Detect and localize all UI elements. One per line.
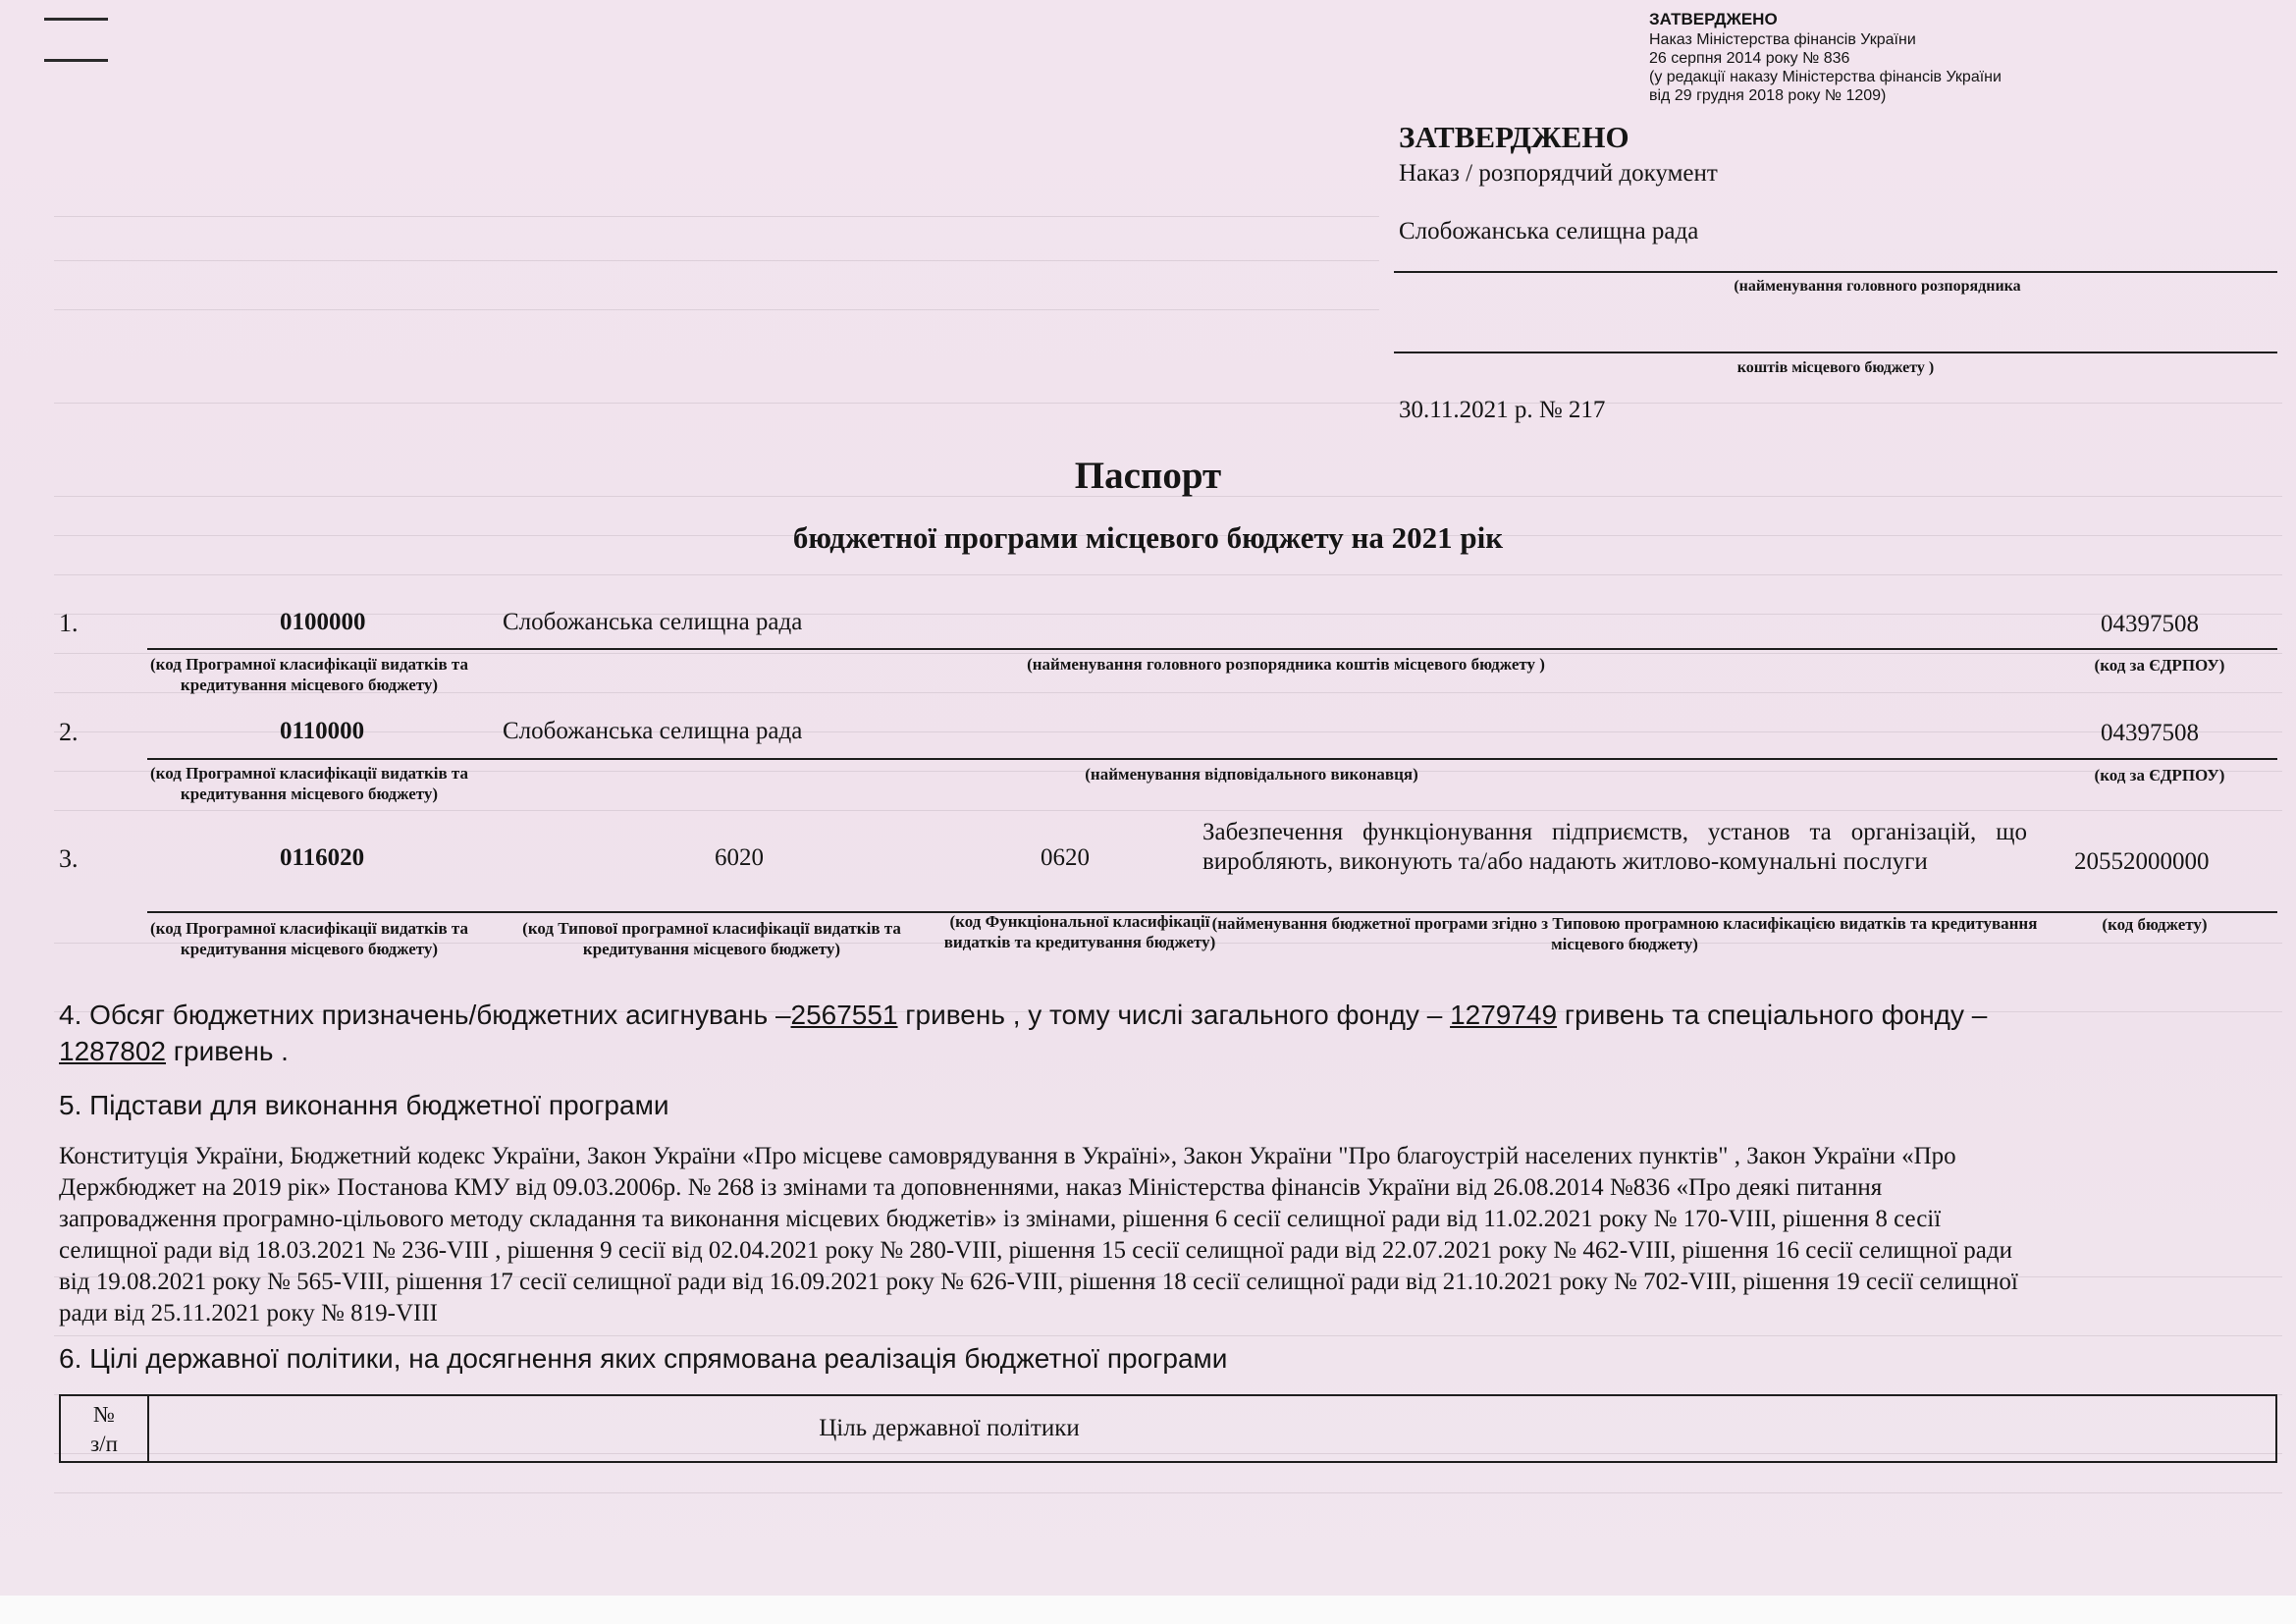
- caption-program-code: (код Програмної класифікації видатків та кредитування місцевого бюджету): [150, 764, 468, 803]
- regulation-stamp: [1649, 10, 2238, 105]
- row-number: 2.: [59, 718, 79, 746]
- approval-caption-1: (найменування головного розпорядника: [1734, 278, 2021, 295]
- page-title: Паспорт: [1074, 455, 1222, 497]
- goals-table: [59, 1394, 2277, 1463]
- section-5-line: від 19.08.2021 року № 565-VIII, рішення 17 сесії селищної ради від 16.09.2021 року № 626-VIII, рішення 18 сесії селищної ради від 21.10.2021 року № 702-VIII, рішення 19 сесії селищної: [59, 1269, 2018, 1295]
- section-6-title: 6. Цілі державної політики, на досягнення яких спрямована реалізація бюджетної програми: [59, 1343, 1228, 1374]
- caption-edrpou: (код за ЄДРПОУ): [2094, 656, 2225, 675]
- section-5-line: Держбюджет на 2019 рік» Постанова КМУ від 09.03.2006р. № 268 із змінами та доповненнями, наказ Міністерства фінансів України від 26.08.2014 №836 «Про деякі питання: [59, 1174, 1883, 1201]
- caption-program-name: (найменування бюджетної програми згідно з Типовою програмною класифікацією видатків та кредитування місцевого бюджету): [1211, 914, 2038, 953]
- caption-program-code: (код Програмної класифікації видатків та кредитування місцевого бюджету): [150, 655, 468, 694]
- column-header-goal: Ціль державної політики: [819, 1415, 1080, 1441]
- program-name: Забезпечення функціонування підприємств, установ та організацій, що виробляють, виконують та/або надають житлово-комунальні послуги: [1202, 819, 2027, 875]
- section-5-title: 5. Підстави для виконання бюджетної програми: [59, 1090, 669, 1120]
- section-4-text: гривень та спеціального фонду –: [1557, 1000, 1988, 1030]
- row-line: [147, 758, 2277, 760]
- caption-main-manager: (найменування головного розпорядника коштів місцевого бюджету ): [1027, 655, 1545, 674]
- section-4-text: гривень .: [166, 1036, 289, 1066]
- stamp-line: (у редакції наказу Міністерства фінансів України: [1649, 69, 2002, 85]
- program-code: 0116020: [280, 844, 365, 871]
- section-5-line: ради від 25.11.2021 року № 819-VIII: [59, 1300, 438, 1326]
- approval-organization: Слобожанська селищна рада: [1399, 218, 1699, 244]
- section-5-line: Конституція України, Бюджетний кодекс України, Закон України «Про місцеве самоврядування в Україні», Закон України "Про благоустрій населених пунктів" , Закон України «Про: [59, 1143, 1956, 1169]
- budget-code: 20552000000: [2074, 848, 2210, 875]
- caption-executor: (найменування відповідального виконавця): [1085, 765, 1418, 784]
- special-fund-amount: 1287802: [59, 1036, 167, 1066]
- section-4-continuation: [59, 1033, 289, 1069]
- total-amount: 2567551: [790, 1000, 898, 1030]
- program-code: 0100000: [280, 609, 366, 635]
- column-header-number: [61, 1400, 147, 1459]
- approval-title: ЗАТВЕРДЖЕНО: [1399, 120, 1629, 154]
- column-header-number-line: №: [93, 1402, 115, 1427]
- general-fund-amount: 1279749: [1450, 1000, 1558, 1030]
- scan-margin: [0, 1596, 2296, 1624]
- caption-edrpou: (код за ЄДРПОУ): [2094, 766, 2225, 785]
- section-5-line: запровадження програмно-цільового методу складання та виконання місцевих бюджетів» із змінами, рішення 6 сесії селищної ради від 11.02.2021 року № 170-VIII, рішення 8 сесії: [59, 1206, 1942, 1232]
- approval-date-number: 30.11.2021 р. № 217: [1399, 397, 1606, 423]
- approval-subtitle: Наказ / розпорядчий документ: [1399, 160, 1718, 187]
- caption-program-code: (код Програмної класифікації видатків та кредитування місцевого бюджету): [150, 919, 468, 958]
- column-header-number-line: з/п: [90, 1432, 118, 1456]
- edrpou-code: 04397508: [2101, 611, 2199, 637]
- section-4-budget-volume: [59, 997, 2277, 1033]
- stamp-line: Наказ Міністерства фінансів України: [1649, 31, 1916, 48]
- row-number: 3.: [59, 844, 79, 873]
- caption-typical-code: (код Типової програмної класифікації видатків та кредитування місцевого бюджету): [522, 919, 901, 958]
- section-5-line: селищної ради від 18.03.2021 № 236-VIII , рішення 9 сесії від 02.04.2021 року № 280-VIII, рішення 15 сесії селищної ради від 22.07.2021 року № 462-VIII, рішення 16 сесії селищної ради: [59, 1237, 2012, 1264]
- organization-name: Слобожанська селищна рада: [503, 609, 803, 635]
- caption-functional-code: (код Функціональної класифікації видатків та кредитування бюджету): [943, 912, 1216, 951]
- typical-program-code: 6020: [715, 844, 764, 871]
- program-code: 0110000: [280, 718, 365, 744]
- edrpou-code: 04397508: [2101, 720, 2199, 746]
- scan-mark: [44, 18, 108, 21]
- stamp-line: 26 серпня 2014 року № 836: [1649, 50, 1850, 67]
- organization-name: Слобожанська селищна рада: [503, 718, 803, 744]
- page-subtitle: бюджетної програми місцевого бюджету на 2021 рік: [792, 520, 1504, 555]
- approval-caption-2: коштів місцевого бюджету ): [1736, 359, 1935, 376]
- functional-code: 0620: [1041, 844, 1090, 871]
- row-number: 1.: [59, 609, 79, 637]
- section-4-text: 4. Обсяг бюджетних призначень/бюджетних асигнувань –: [59, 1000, 791, 1030]
- section-4-text: гривень , у тому числі загального фонду –: [897, 1000, 1451, 1030]
- approval-line: [1394, 352, 2277, 353]
- stamp-title: ЗАТВЕРДЖЕНО: [1649, 10, 1778, 28]
- scan-mark: [44, 59, 108, 62]
- section-5-body: [59, 1141, 2287, 1329]
- stamp-line: від 29 грудня 2018 року № 1209): [1649, 87, 1887, 104]
- caption-budget-code: (код бюджету): [2102, 915, 2208, 934]
- row-line: [147, 648, 2277, 650]
- approval-line: [1394, 271, 2277, 273]
